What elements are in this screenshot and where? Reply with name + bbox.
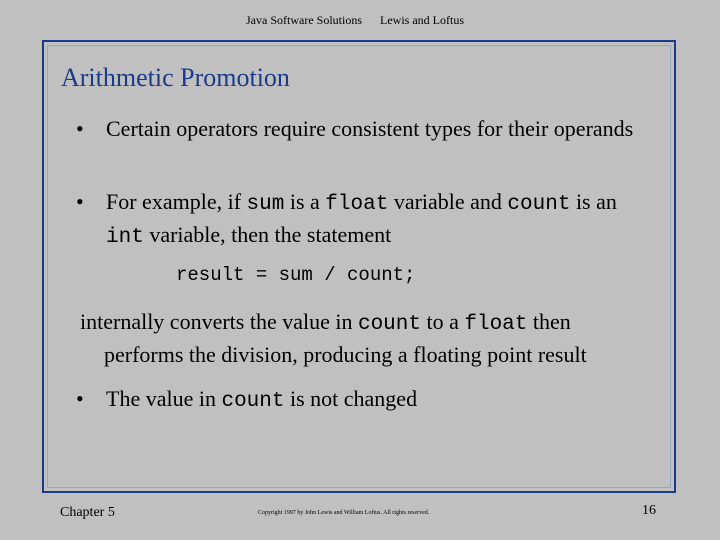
text-run: is not changed [284,386,418,411]
footer-chapter: Chapter 5 [60,505,115,520]
bullet-item-2 [76,187,656,253]
bullet-text [76,384,656,417]
code-inline: float [464,313,528,336]
code-inline: count [507,193,571,216]
header-authors: Lewis and Loftus [380,13,464,27]
text-run: For example, if [106,189,247,214]
page-number: 16 [642,503,656,518]
bullet-dot-icon: • [76,116,84,141]
text-run: then [527,309,571,334]
code-inline: int [106,226,144,249]
continuation-line-2: performs the division, producing a floating point result [104,342,587,367]
bullet-dot-icon: • [76,189,84,214]
text-run: internally converts the value in [80,309,358,334]
bullet-item-3 [76,384,656,417]
code-statement: result = sum / count; [176,264,416,286]
text-run: The value in [106,386,222,411]
code-inline: count [357,313,421,336]
bullet-text: Certain operators require consistent types for their operands [106,116,634,141]
code-inline: float [325,193,389,216]
code-inline: count [221,390,285,413]
slide-title: Arithmetic Promotion [61,63,290,92]
code-inline: sum [246,193,285,216]
text-run: is an [570,189,617,214]
bullet-dot-icon: • [76,386,84,411]
text-run: is a [284,189,326,214]
text-run: variable, then the statement [143,222,392,247]
bullet-text [76,187,656,253]
text-run: to a [420,309,465,334]
header-book-title: Java Software Solutions [246,13,362,27]
bullet-item-1 [76,114,656,144]
footer-copyright: Copyright 1997 by John Lewis and William Loftus. All rights reserved. [258,510,430,516]
continuation-paragraph [80,307,670,370]
text-run: variable and [388,189,508,214]
